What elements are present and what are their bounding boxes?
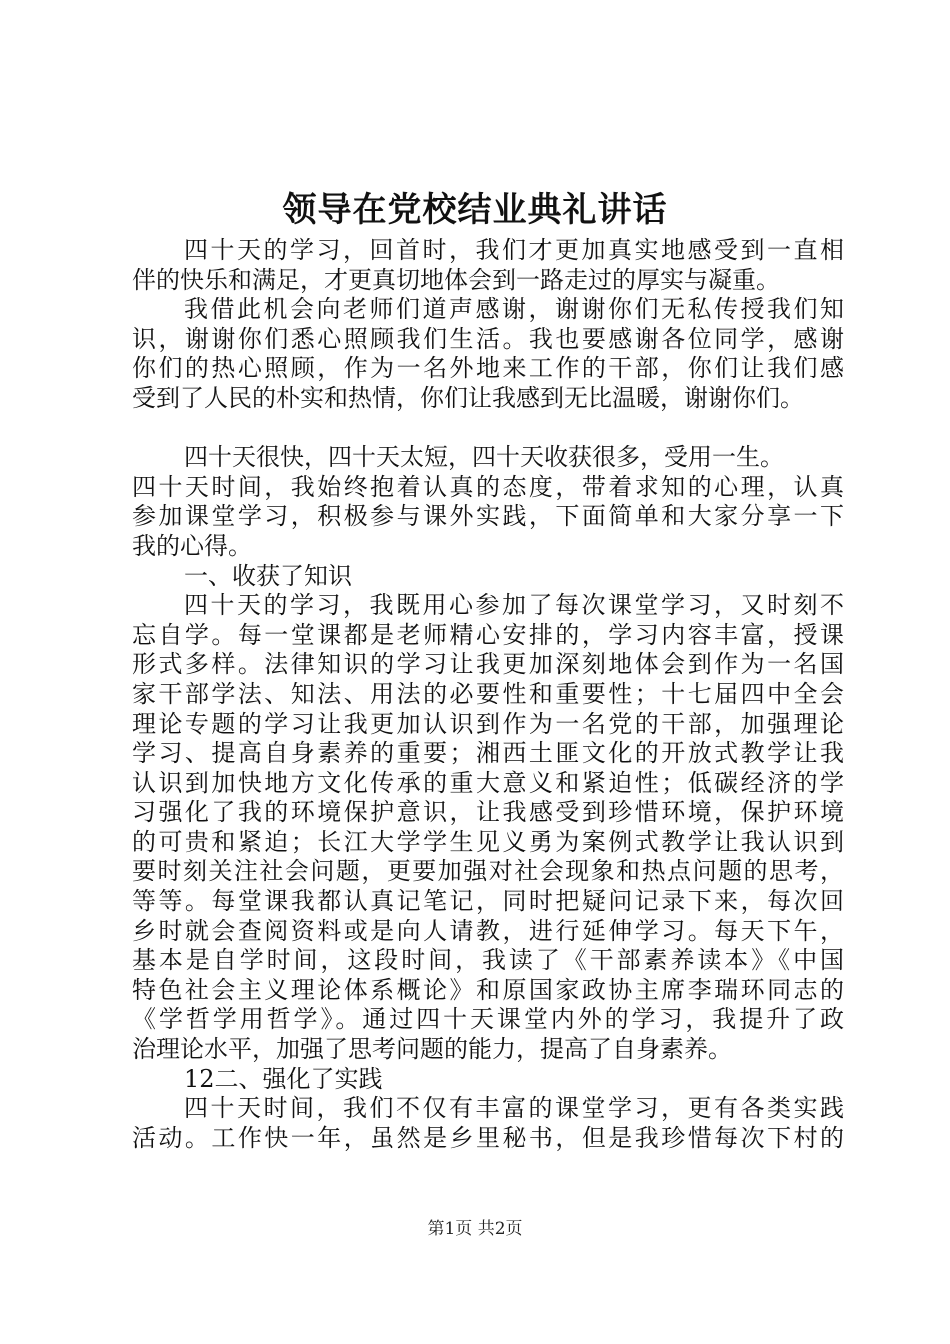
text-line: 活动。工作快一年，虽然是乡里秘书，但是我珍惜每次下村的 bbox=[132, 1123, 844, 1152]
text-line: 我的心得。 bbox=[132, 531, 252, 560]
text-line: 的可贵和紧迫；长江大学学生见义勇为案例式教学让我认识到 bbox=[132, 827, 844, 856]
text-line: 习强化了我的环境保护意识，让我感受到珍惜环境，保护环境 bbox=[132, 798, 844, 827]
text-line: 四十天时间，我们不仅有丰富的课堂学习，更有各类实践 bbox=[184, 1094, 844, 1123]
paragraph-gap bbox=[132, 414, 844, 444]
text-line: 你们的热心照顾，作为一名外地来工作的干部，你们让我们感 bbox=[132, 354, 844, 383]
text-line: 受到了人民的朴实和热情，你们让我感到无比温暖，谢谢你们。 bbox=[132, 383, 804, 412]
page-footer: 第1页 共2页 bbox=[427, 1219, 523, 1239]
text-line: 四十天的学习，回首时，我们才更加真实地感受到一直相 bbox=[184, 236, 844, 264]
text-line: 四十天的学习，我既用心参加了每次课堂学习，又时刻不 bbox=[184, 591, 844, 620]
document-title: 领导在党校结业典礼讲话 bbox=[282, 190, 668, 230]
text-line: 特色社会主义理论体系概论》和原国家政协主席李瑞环同志的 bbox=[132, 975, 844, 1004]
section-heading: 一、收获了知识 bbox=[184, 561, 352, 590]
section-heading: 12二、强化了实践 bbox=[184, 1064, 383, 1093]
text-line: 治理论水平，加强了思考问题的能力，提高了自身素养。 bbox=[132, 1035, 732, 1064]
text-line: 理论专题的学习让我更加认识到作为一名党的干部，加强理论 bbox=[132, 709, 844, 738]
text-line: 我借此机会向老师们道声感谢，谢谢你们无私传授我们知 bbox=[184, 295, 844, 324]
text-line: 要时刻关注社会问题，更要加强对社会现象和热点问题的思考， bbox=[132, 857, 844, 886]
text-line: 认识到加快地方文化传承的重大意义和紧迫性；低碳经济的学 bbox=[132, 768, 844, 797]
text-line: 乡时就会查阅资料或是向人请教，进行延伸学习。每天下午， bbox=[132, 916, 844, 945]
text-line: 形式多样。法律知识的学习让我更加深刻地体会到作为一名国 bbox=[132, 650, 844, 679]
text-line: 忘自学。每一堂课都是老师精心安排的，学习内容丰富，授课 bbox=[132, 620, 844, 649]
text-line: 家干部学法、知法、用法的必要性和重要性；十七届四中全会 bbox=[132, 679, 844, 708]
text-line: 等等。每堂课我都认真记笔记，同时把疑问记录下来，每次回 bbox=[132, 887, 844, 916]
text-line: 《学哲学用哲学》。通过四十天课堂内外的学习，我提升了政 bbox=[132, 1005, 844, 1034]
text-line: 识，谢谢你们悉心照顾我们生活。我也要感谢各位同学，感谢 bbox=[132, 324, 844, 353]
text-line: 四十天时间，我始终抱着认真的态度，带着求知的心理，认真 bbox=[132, 472, 844, 501]
text-line: 学习、提高自身素养的重要；湘西土匪文化的开放式教学让我 bbox=[132, 739, 844, 768]
text-line: 四十天很快，四十天太短，四十天收获很多，受用一生。 bbox=[184, 443, 784, 472]
text-line: 伴的快乐和满足，才更真切地体会到一路走过的厚实与凝重。 bbox=[132, 265, 780, 294]
document-body bbox=[132, 236, 844, 1153]
text-line: 基本是自学时间，这段时间，我读了《干部素养读本》《中国 bbox=[132, 946, 844, 975]
text-line: 参加课堂学习，积极参与课外实践，下面简单和大家分享一下 bbox=[132, 502, 844, 531]
